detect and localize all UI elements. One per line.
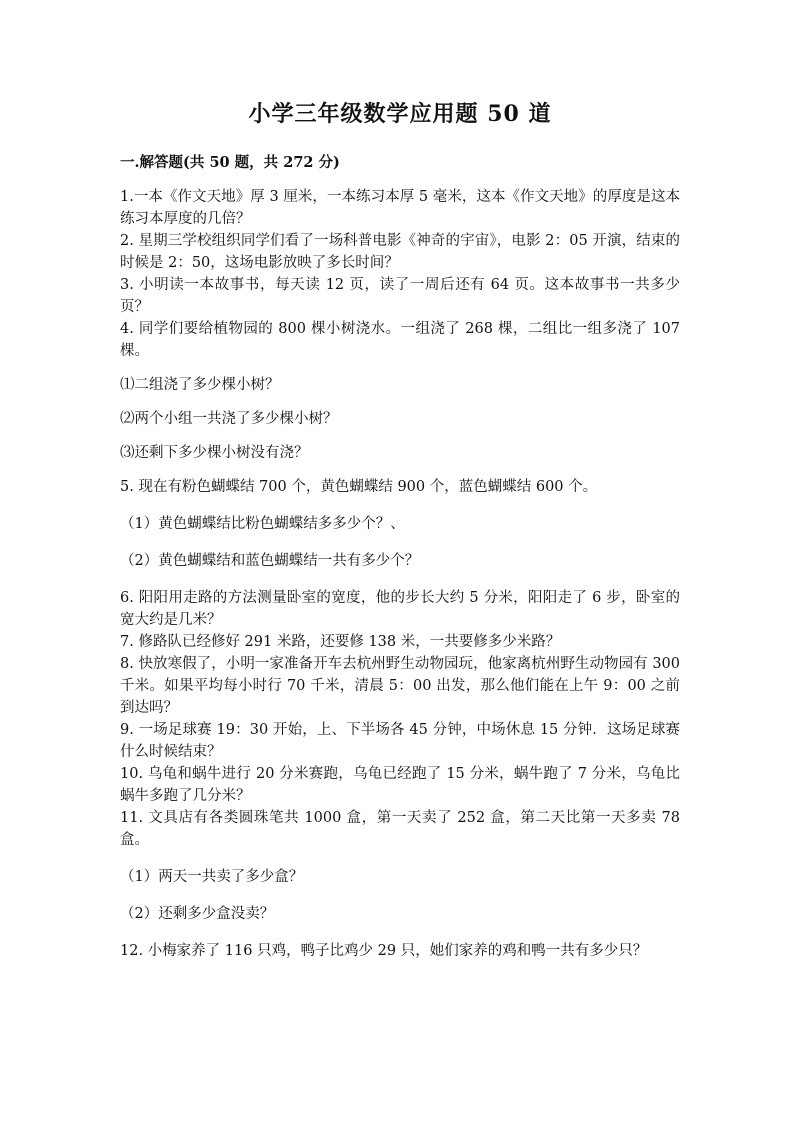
question-5-part-1: （1）黄色蝴蝶结比粉色蝴蝶结多多少个？、 [120,516,405,532]
question-10: 10. 乌龟和蜗牛进行 20 分米赛跑，乌龟已经跑了 15 分米，蜗牛跑了 7 分米，乌龟比蜗牛多跑了几分米？ [120,766,680,804]
question-5-part-2: （2）黄色蝴蝶结和蓝色蝴蝶结一共有多少个？ [120,553,420,569]
question-list [120,186,680,962]
question-4-part-3: ⑶还剩下多少棵小树没有浇？ [120,445,309,461]
question-12: 12. 小梅家养了 116 只鸡，鸭子比鸡少 29 只，她们家养的鸡和鸭一共有多少只？ [120,943,648,959]
question-5: 5. 现在有粉色蝴蝶结 700 个，黄色蝴蝶结 900 个，蓝色蝴蝶结 600 个。 [120,479,598,495]
question-11: 11. 文具店有各类圆珠笔共 1000 盒，第一天卖了 252 盒，第二天比第一天多卖 78 盒。 [120,810,680,848]
question-6: 6. 阳阳用走路的方法测量卧室的宽度，他的步长大约 5 分米，阳阳走了 6 步，卧室的宽大约是几米？ [120,590,680,628]
question-3: 3. 小明读一本故事书，每天读 12 页，读了一周后还有 64 页。这本故事书一共多少页？ [120,277,680,315]
section-heading: 一.解答题(共 50 题，共 272 分) [120,154,340,171]
page-title: 小学三年级数学应用题 50 道 [248,101,552,127]
question-8: 8. 快放寒假了，小明一家准备开车去杭州野生动物园玩，他家离杭州野生动物园有 300 千米。如果平均每小时行 70 千米，清晨 5：00 出发，那么他们能在上午 9：00 之前到达吗？ [120,656,680,716]
question-11-part-2: （2）还剩多少盒没卖？ [120,906,275,922]
question-4-part-1: ⑴二组浇了多少棵小树？ [120,377,280,393]
question-1: 1.一本《作文天地》厚 3 厘米，一本练习本厚 5 毫米，这本《作文天地》的厚度是这本练习本厚度的几倍？ [120,189,680,227]
question-9: 9. 一场足球赛 19：30 开始，上、下半场各 45 分钟，中场休息 15 分钟．这场足球赛什么时候结束？ [120,722,680,760]
question-2: 2. 星期三学校组织同学们看了一场科普电影《神奇的宇宙》，电影 2：05 开演，结束的时候是 2：50，这场电影放映了多长时间？ [120,233,680,271]
question-11-part-1: （1）两天一共卖了多少盒？ [120,869,304,885]
question-4-part-2: ⑵两个小组一共浇了多少棵小树？ [120,411,338,427]
question-4: 4. 同学们要给植物园的 800 棵小树浇水。一组浇了 268 棵，二组比一组多浇了 107 棵。 [120,321,680,359]
question-7: 7. 修路队已经修好 291 米路，还要修 138 米，一共要修多少米路？ [120,634,561,650]
